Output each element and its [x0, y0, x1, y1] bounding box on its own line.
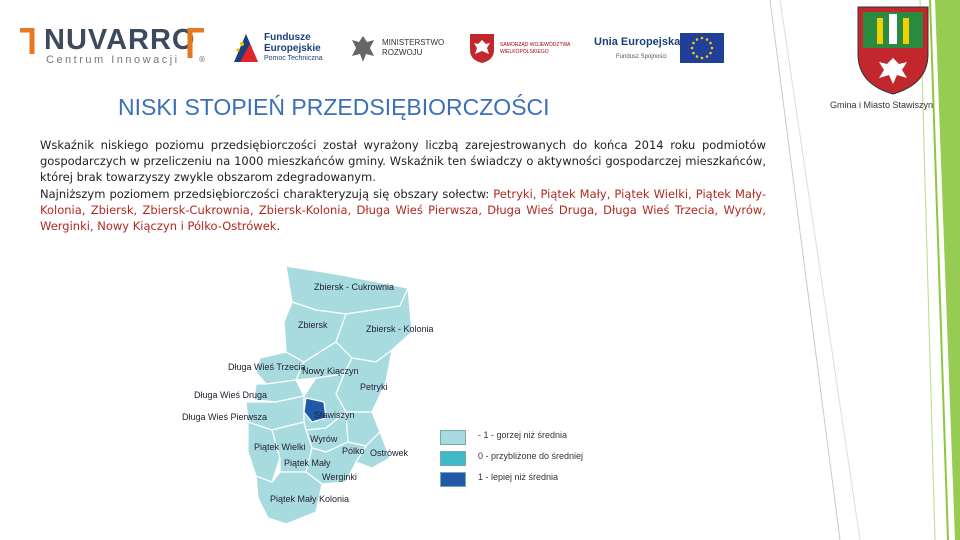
map-label-piatek-maly: Piątek Mały [284, 458, 331, 468]
legend-swatch-average [440, 451, 466, 466]
fundusze-logo-text [264, 32, 321, 54]
body-text [40, 137, 766, 234]
legend-label-below: - 1 - gorzej niż średnia [478, 430, 568, 440]
eu-flag-icon [680, 33, 724, 63]
ue-logo-text: Unia Europejska [594, 36, 681, 48]
gmina-map [176, 262, 436, 530]
map-label-werginki: Werginki [322, 472, 357, 482]
map-label-piatek-wielki: Piątek Wielki [254, 442, 306, 452]
page-title: NISKI STOPIEŃ PRZEDSIĘBIORCZOŚCI [118, 94, 550, 120]
map-label-polko: Pólko [342, 446, 365, 456]
ue-sub: Fundusz Spójności [616, 54, 667, 60]
registered-mark: ® [198, 55, 206, 64]
nuvarro-tagline: Centrum Innowacji [46, 54, 180, 66]
logo-strip [0, 0, 760, 80]
paragraph-lowest-areas [40, 186, 766, 235]
map-label-nowy-kiaczyn: Nowy Kiączyn [302, 366, 359, 376]
map-label-stawiszyn: Stawiszyn [314, 410, 355, 420]
nuvarro-logo-mark [18, 28, 42, 56]
fundusze-line2: Europejskie [264, 43, 321, 54]
map-label-zbiersk-kolonia: Zbiersk - Kolonia [366, 324, 434, 334]
samorzad-line1: SAMORZĄD WOJEWÓDZTWA [500, 42, 571, 48]
lowest-areas-list: Petryki, Piątek Mały, Piątek Wielki, Piątek Mały-Kolonia, Zbiersk, Zbiersk-Cukrownia, Zbiersk-Kolonia, Długa Wieś Pierwsza, Długa Wieś Druga, Długa Wieś Trzecia, Wyrów, Werginki, Nowy Kiączyn i Pólko-Ostrówek [40, 186, 766, 234]
fundusze-line1: Fundusze [264, 32, 311, 43]
nuvarro-logo-text: NUVARRO [44, 24, 196, 56]
gmina-label: Gmina i Miasto Stawiszyn [830, 100, 934, 110]
map-label-ostrowek: Ostrówek [370, 448, 409, 458]
legend-label-above: 1 - lepiej niż średnia [478, 472, 559, 482]
legend-swatch-below [440, 430, 466, 445]
samorzad-line2: WIELKOPOLSKIEGO [500, 49, 549, 55]
ministerstwo-logo-text [382, 38, 444, 58]
samorzad-logo-text [500, 42, 570, 56]
paragraph-indicator: Wskaźnik niskiego poziomu przedsiębiorczości został wyrażony liczbą zarejestrowanych do końca 2014 roku podmiotów gospodarczych w przeliczeniu na 1000 mieszkańców gminy. Wskaźnik ten świadczy o aktywności gospodarczej mieszkańców, której brak towarzyszy zwykle obszarom zdegradowanym. [40, 138, 766, 185]
map-label-dluga-wies-druga: Długa Wieś Druga [194, 390, 268, 400]
map-label-dluga-wies-trzecia: Długa Wieś Trzecia [228, 362, 306, 372]
ministerstwo-line2: ROZWOJU [382, 48, 423, 57]
ministerstwo-line1: MINISTERSTWO [382, 38, 445, 47]
lowest-areas-end: . [276, 219, 281, 234]
map-label-zbiersk: Zbiersk [298, 320, 328, 330]
map-label-piatek-maly-kolonia: Piątek Mały Kolonia [270, 494, 350, 504]
map-label-zbiersk-cukrownia: Zbiersk - Cukrownia [314, 282, 395, 292]
lowest-areas-intro: Najniższym poziomem przedsiębiorczości charakteryzują się obszary sołectw: [40, 186, 494, 201]
fundusze-europejskie-icon [232, 30, 260, 64]
eagle-emblem-icon [350, 34, 376, 64]
map-label-petryki: Petryki [360, 382, 388, 392]
map-label-dluga-wies-pierwsza: Długa Wieś Pierwsza [182, 412, 268, 422]
legend-label-average: 0 - przybliżone do średniej [478, 451, 584, 461]
legend-swatch-above [440, 472, 466, 487]
stawiszyn-coat-of-arms-icon [855, 4, 931, 96]
map-label-wyrow: Wyrów [310, 434, 338, 444]
fundusze-sub: Pomoc Techniczna [264, 55, 323, 62]
wielkopolska-crest-icon [468, 32, 496, 64]
